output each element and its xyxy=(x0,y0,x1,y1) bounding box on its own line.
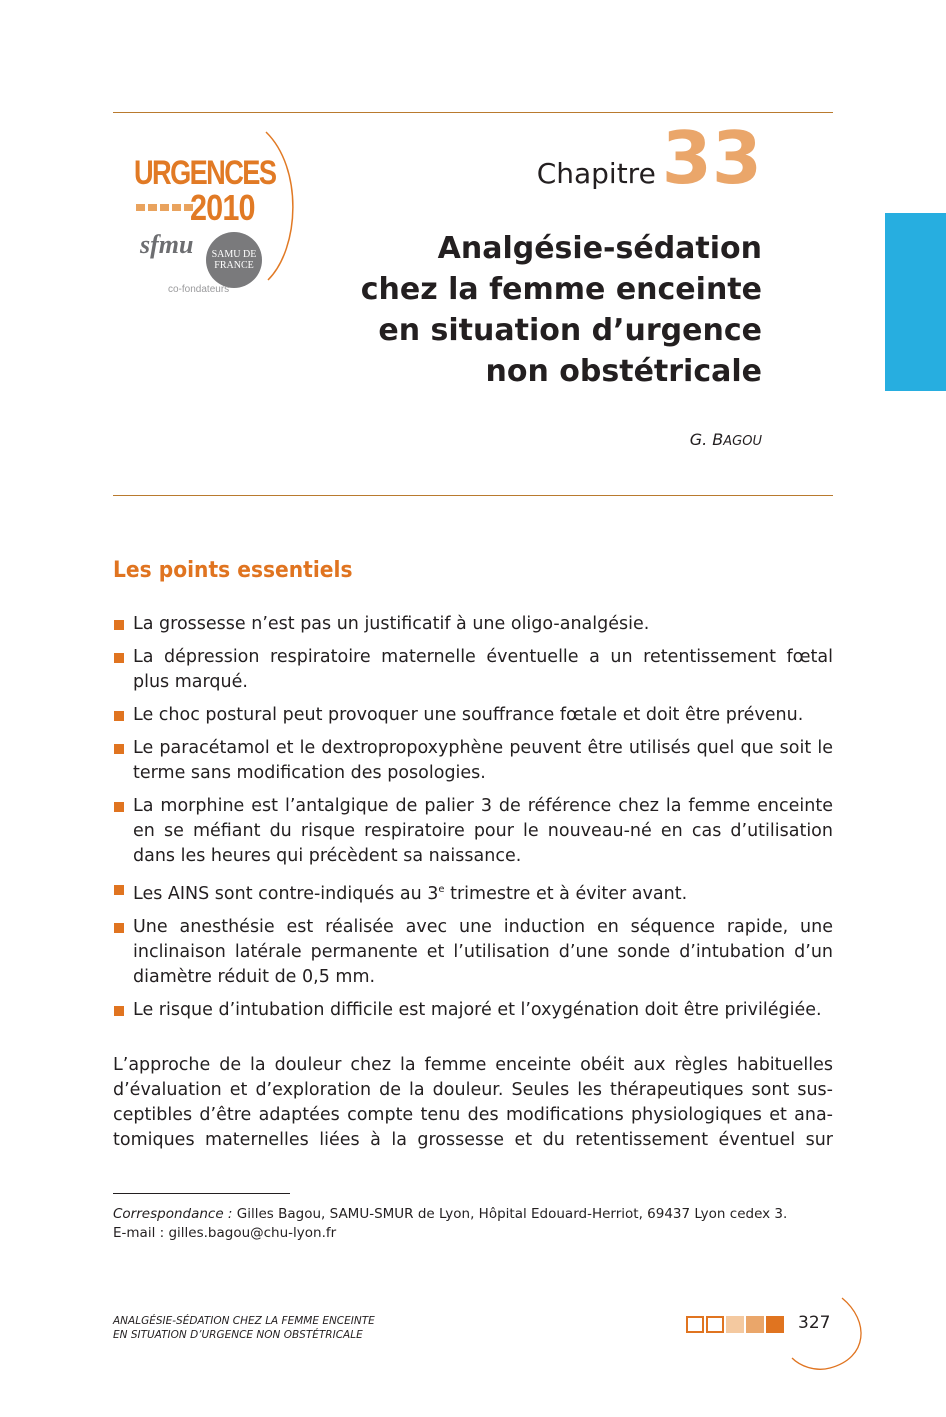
chapter-heading xyxy=(536,116,762,200)
logo-squares xyxy=(136,204,193,211)
list-item: La grossesse n’est pas un justificatif à une oligo-analgésie. xyxy=(113,612,833,637)
list-item: La dépression respiratoire maternelle éventuelle a un retentissement fœtal plus marqué. xyxy=(113,645,833,695)
footnote-label: Correspondance : xyxy=(113,1206,233,1222)
running-line: EN SITUATION D’URGENCE NON OBSTÉTRICALE xyxy=(113,1329,363,1341)
side-tab xyxy=(885,213,946,391)
bullet-square-icon xyxy=(114,802,124,812)
page-number: 327 xyxy=(798,1313,831,1333)
mid-rule xyxy=(113,495,833,496)
logo-cofondateurs: co-fondateurs xyxy=(168,284,230,295)
bullet-square-icon xyxy=(114,620,124,630)
footnote-email: E-mail : gilles.bagou@chu-lyon.fr xyxy=(113,1225,337,1241)
author xyxy=(690,430,762,449)
bullet-square-icon xyxy=(114,923,124,933)
section-heading: Les points essentiels xyxy=(113,558,353,583)
title-line: non obstétricale xyxy=(485,354,762,389)
author-initial: G. B xyxy=(689,430,724,449)
body-paragraph: L’approche de la douleur chez la femme enceinte obéit aux règles habituelles d’évaluation et d’exploration de la douleur. Seules les thérapeutiques sont sus-ceptibles d’être adaptées compte tenu des modifications physiologiques et ana-tomiques maternelles liées à la grossesse et du retentissement éventuel sur xyxy=(113,1055,833,1150)
logo-samu-seal: SAMU DE FRANCE xyxy=(206,232,262,288)
list-item: Le risque d’intubation difficile est majoré et l’oxygénation doit être privilégiée. xyxy=(113,998,833,1023)
bullet-square-icon xyxy=(114,1006,124,1016)
page-arc xyxy=(790,1296,870,1376)
logo-year: 2010 xyxy=(190,187,255,228)
essential-points-list xyxy=(113,612,833,1031)
list-item: Une anesthésie est réalisée avec une induction en séquence rapide, une inclinaison latérale permanente et l’utilisation d’une sonde d’intubation d’un diamètre réduit de 0,5 mm. xyxy=(113,915,833,990)
chapter-title xyxy=(242,228,762,392)
top-rule xyxy=(113,112,833,113)
title-line: en situation d’urgence xyxy=(378,313,762,348)
bullet-square-icon xyxy=(114,885,124,895)
list-item: Les AINS sont contre-indiqués au 3e trimestre et à éviter avant. xyxy=(113,877,833,907)
bullet-square-icon xyxy=(114,744,124,754)
footnote-text: Gilles Bagou, SAMU-SMUR de Lyon, Hôpital Edouard-Herriot, 69437 Lyon cedex 3. xyxy=(232,1206,788,1222)
logo-title: URGENCES xyxy=(134,154,276,192)
footnote-rule xyxy=(113,1193,290,1194)
chapter-number: 33 xyxy=(661,116,762,200)
author-rest: AGOU xyxy=(723,434,762,449)
title-line: chez la femme enceinte xyxy=(360,272,762,307)
title-line: Analgésie-sédation xyxy=(437,231,762,266)
running-line: ANALGÉSIE-SÉDATION CHEZ LA FEMME ENCEINTE xyxy=(113,1315,375,1327)
page-squares xyxy=(686,1316,784,1333)
running-footer xyxy=(113,1314,375,1342)
list-item: La morphine est l’antalgique de palier 3 de référence chez la femme enceinte en se méfiant du risque respiratoire pour le nouveau-né en cas d’utilisation dans les heures qui précèdent sa naissance. xyxy=(113,794,833,869)
list-item: Le choc postural peut provoquer une souffrance fœtale et doit être prévenu. xyxy=(113,703,833,728)
logo-sfmu: sfmu xyxy=(140,230,194,259)
list-item: Le paracétamol et le dextropropoxyphène peuvent être utilisés quel que soit le terme sans modification des posologies. xyxy=(113,736,833,786)
footnote xyxy=(113,1205,833,1243)
bullet-square-icon xyxy=(114,711,124,721)
bullet-square-icon xyxy=(114,653,124,663)
chapter-word: Chapitre xyxy=(536,157,656,190)
